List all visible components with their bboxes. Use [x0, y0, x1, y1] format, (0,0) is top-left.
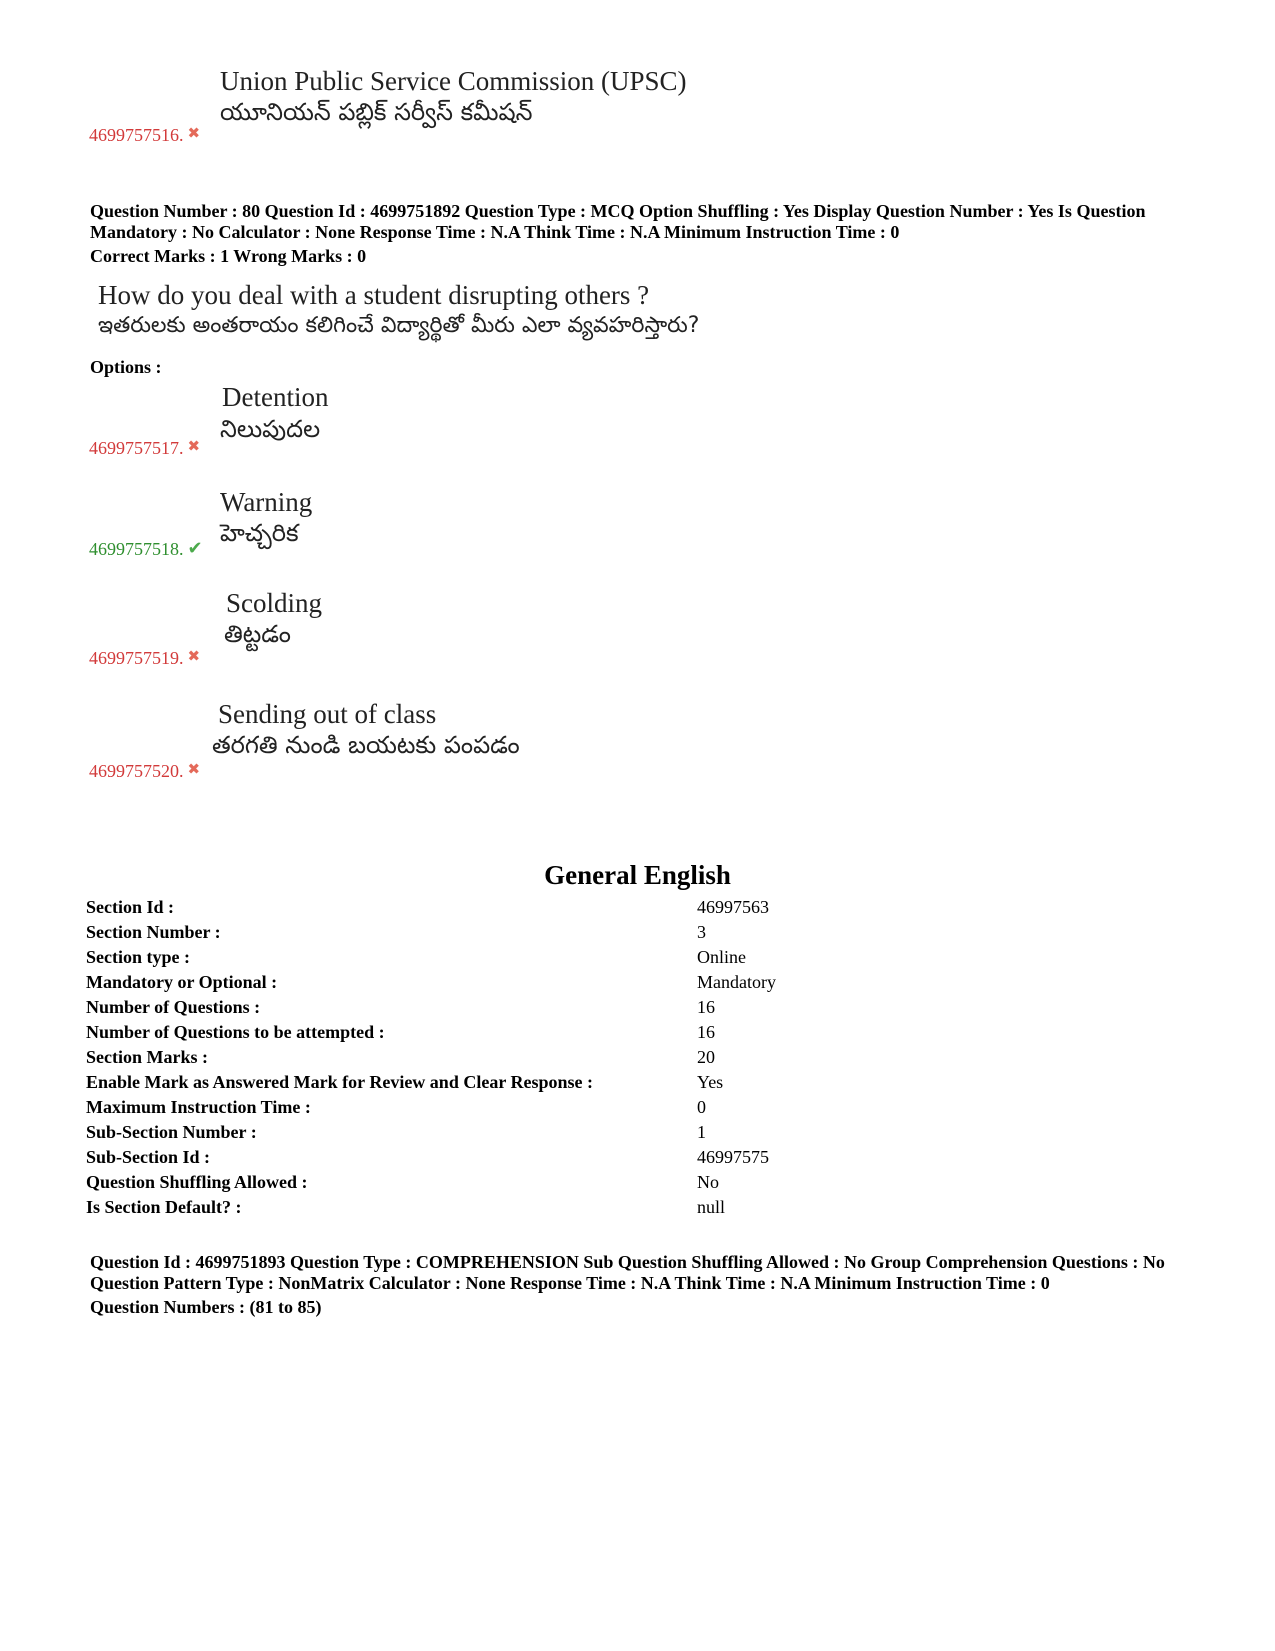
section-info-row: [86, 897, 1186, 921]
section-info-value: No: [697, 1172, 719, 1192]
option-text-te: తరగతి నుండి బయటకు పంపడం: [212, 731, 520, 759]
cross-mark-icon: ✖: [187, 439, 201, 455]
section-info-value: 46997563: [697, 897, 769, 917]
section-info-key: Sub-Section Id :: [86, 1147, 211, 1167]
option-text-te: హెచ్చరిక: [220, 519, 299, 547]
section-info-key: Question Shuffling Allowed :: [86, 1172, 308, 1192]
section-info-value: 3: [697, 922, 706, 942]
cross-mark-icon: ✖: [187, 649, 201, 665]
question-text-te: ఇతరులకు అంతరాయం కలిగించే విద్యార్థితో మీరు ఎలా వ్యవహరిస్తారు?: [98, 313, 700, 338]
section-info-key: Section Marks :: [86, 1047, 208, 1067]
section-info-row: [86, 1072, 1186, 1096]
option-id-number: 4699757518.: [89, 539, 184, 559]
question-marks: Correct Marks : 1 Wrong Marks : 0: [90, 246, 367, 266]
section-info-row: [86, 1197, 1186, 1221]
cross-mark-icon: ✖: [187, 762, 201, 778]
section-info-row: [86, 922, 1186, 946]
section-info-row: [86, 1147, 1186, 1171]
question-meta-line-1: Question Number : 80 Question Id : 4699751892 Question Type : MCQ Option Shuffling : Yes Display Question Number : Yes Is Question: [90, 201, 1146, 221]
section-info-key: Maximum Instruction Time :: [86, 1097, 311, 1117]
option-id-number: 4699757516.: [89, 125, 184, 145]
section-info-key: Mandatory or Optional :: [86, 972, 278, 992]
question-meta: [90, 201, 1200, 243]
question-numbers: Question Numbers : (81 to 85): [90, 1297, 322, 1317]
question-meta-line-2: Mandatory : No Calculator : None Response Time : N.A Think Time : N.A Minimum Instruction Time : 0: [90, 222, 900, 242]
section-info-row: [86, 1047, 1186, 1071]
section-info-row: [86, 972, 1186, 996]
section-info-row: [86, 1022, 1186, 1046]
section-info-value: Mandatory: [697, 972, 776, 992]
section-info-value: Online: [697, 947, 746, 967]
section-info-value: 0: [697, 1097, 706, 1117]
option-text-te: యూనియన్ పబ్లిక్ సర్వీస్ కమీషన్: [220, 98, 533, 126]
section-info-key: Section type :: [86, 947, 190, 967]
option-text-te: నిలుపుదల: [220, 415, 321, 443]
comprehension-meta-line-1: Question Id : 4699751893 Question Type : COMPREHENSION Sub Question Shuffling Allowed : No Group Comprehension Questions : No: [90, 1252, 1165, 1272]
section-info-row: [86, 947, 1186, 971]
option-id: [89, 647, 200, 669]
section-info-row: [86, 997, 1186, 1021]
section-info-value: 20: [697, 1047, 715, 1067]
section-info-key: Section Id :: [86, 897, 175, 917]
section-info-row: [86, 1097, 1186, 1121]
option-text-en: Warning: [220, 487, 313, 517]
option-text-en: Scolding: [226, 588, 323, 618]
section-info-key: Enable Mark as Answered Mark for Review and Clear Response :: [86, 1072, 593, 1092]
section-info-key: Number of Questions to be attempted :: [86, 1022, 385, 1042]
options-label: Options :: [90, 357, 162, 377]
cross-mark-icon: ✖: [187, 126, 201, 142]
option-text-en: Sending out of class: [218, 699, 437, 729]
section-info-row: [86, 1122, 1186, 1146]
option-id: [89, 538, 203, 560]
option-id-number: 4699757517.: [89, 438, 184, 458]
comprehension-meta-line-2: Question Pattern Type : NonMatrix Calculator : None Response Time : N.A Think Time : N.A Minimum Instruction Time : 0: [90, 1273, 1050, 1293]
comprehension-meta: [90, 1252, 1230, 1294]
section-info-value: 1: [697, 1122, 706, 1142]
option-id: [89, 124, 200, 146]
option-id: [89, 437, 200, 459]
question-text-en: How do you deal with a student disrupting others ?: [98, 280, 650, 310]
option-id-number: 4699757520.: [89, 761, 184, 781]
section-title: General English: [544, 860, 731, 890]
section-info-value: null: [697, 1197, 726, 1217]
section-info-value: 16: [697, 1022, 715, 1042]
section-info-value: 46997575: [697, 1147, 769, 1167]
option-id-number: 4699757519.: [89, 648, 184, 668]
section-info-row: [86, 1172, 1186, 1196]
check-mark-icon: ✔: [187, 538, 203, 558]
section-info-value: Yes: [697, 1072, 724, 1092]
option-text-te: తిట్టడం: [224, 620, 291, 648]
section-info-key: Number of Questions :: [86, 997, 261, 1017]
section-info-key: Sub-Section Number :: [86, 1122, 257, 1142]
section-info-key: Section Number :: [86, 922, 221, 942]
option-id: [89, 760, 200, 782]
option-text-en: Detention: [222, 382, 329, 412]
option-text-en: Union Public Service Commission (UPSC): [220, 66, 687, 96]
section-info-value: 16: [697, 997, 715, 1017]
section-info-key: Is Section Default? :: [86, 1197, 242, 1217]
